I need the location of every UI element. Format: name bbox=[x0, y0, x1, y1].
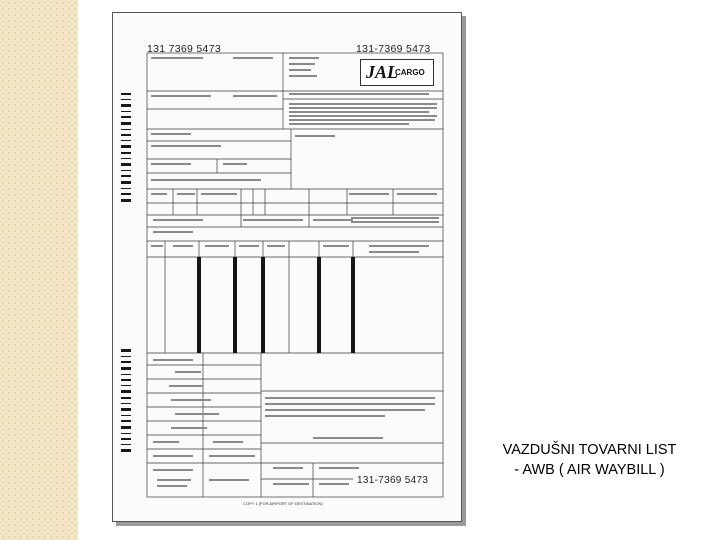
caption-line-2: - AWB ( AIR WAYBILL ) bbox=[514, 462, 665, 478]
awb-number-top-left: 131 7369 5473 bbox=[147, 43, 221, 55]
awb-number-top-right: 131-7369 5473 bbox=[356, 43, 431, 55]
copy-footer: COPY 1 (FOR AIRPORT OF DESTINATION) bbox=[243, 501, 323, 506]
decorative-left-band bbox=[0, 0, 78, 540]
awb-number-bottom-right: 131-7369 5473 bbox=[357, 475, 429, 486]
carrier-logo-cargo: CARGO bbox=[395, 68, 425, 77]
air-waybill-document bbox=[112, 12, 462, 522]
caption-line-1: VAZDUŠNI TOVARNI LIST bbox=[502, 442, 677, 458]
carrier-logo-mark: JAL bbox=[366, 62, 399, 82]
air-waybill-form-lines bbox=[113, 13, 462, 522]
carrier-logo bbox=[360, 59, 434, 86]
slide-caption bbox=[477, 440, 702, 480]
